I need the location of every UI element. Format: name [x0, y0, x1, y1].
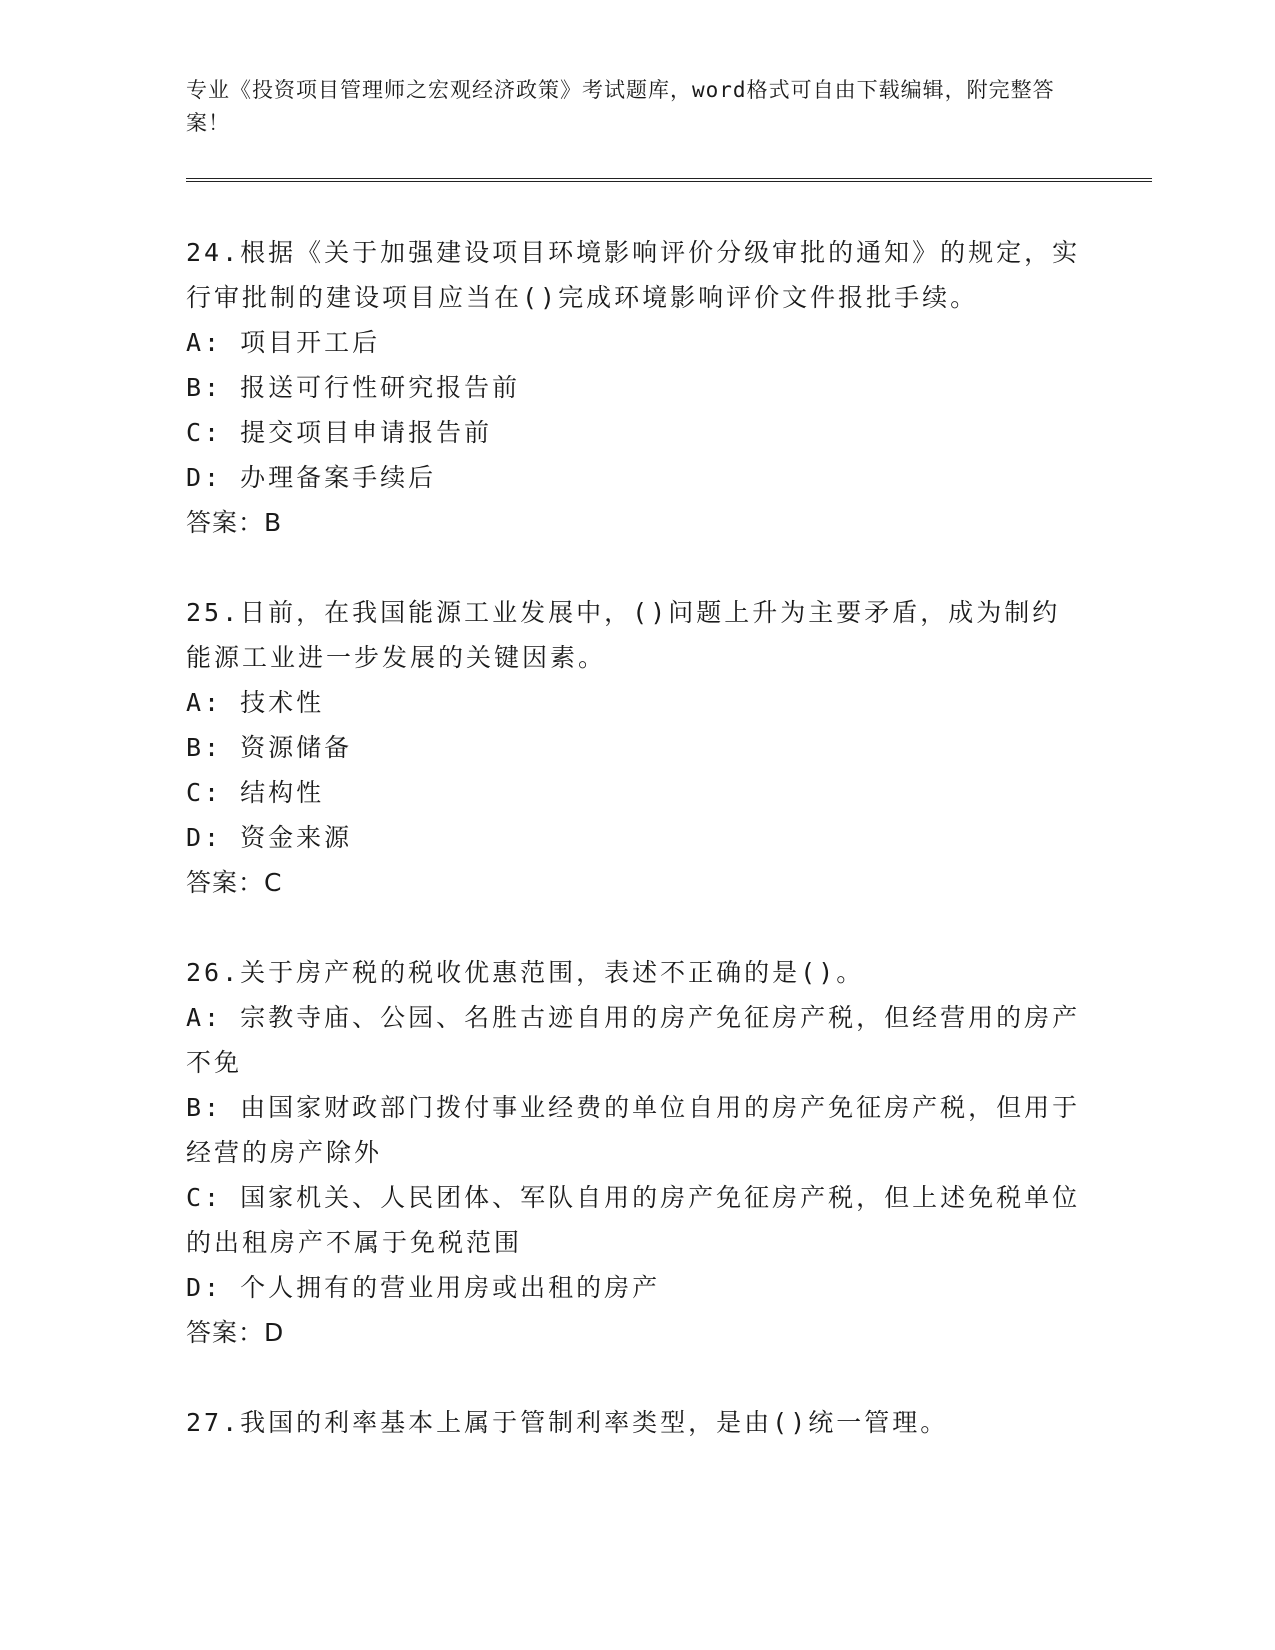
option-c: C: 国家机关、人民团体、军队自用的房产免征房产税，但上述免税单位的出租房产不属于免税范围 — [186, 1183, 1081, 1257]
answer-label: 答案：D — [186, 1318, 285, 1347]
option-a: A: 宗教寺庙、公园、名胜古迹自用的房产免征房产税，但经营用的房产不免 — [186, 1003, 1081, 1077]
question-stem: 25.日前，在我国能源工业发展中，()问题上升为主要矛盾，成为制约能源工业进一步发展的关键因素。 — [186, 598, 1061, 672]
option-d: D: 办理备案手续后 — [186, 463, 437, 492]
option-b: B: 报送可行性研究报告前 — [186, 373, 521, 402]
question-stem: 26.关于房产税的税收优惠范围，表述不正确的是()。 — [186, 958, 865, 987]
option-b: B: 资源储备 — [186, 733, 353, 762]
answer-label: 答案：C — [186, 868, 283, 897]
question-27 — [186, 1400, 1086, 1445]
document-header — [186, 74, 1066, 140]
question-25 — [186, 590, 1086, 905]
question-26 — [186, 950, 1086, 1355]
question-stem: 27.我国的利率基本上属于管制利率类型，是由()统一管理。 — [186, 1408, 949, 1437]
header-intro: 专业《投资项目管理师之宏观经济政策》考试题库，word格式可自由下载编辑，附完整答案！ — [186, 78, 1055, 135]
option-a: A: 项目开工后 — [186, 328, 381, 357]
answer-label: 答案：B — [186, 508, 283, 537]
option-c: C: 提交项目申请报告前 — [186, 418, 493, 447]
option-a: A: 技术性 — [186, 688, 325, 717]
question-list — [186, 230, 1086, 1490]
option-c: C: 结构性 — [186, 778, 325, 807]
option-d: D: 个人拥有的营业用房或出租的房产 — [186, 1273, 661, 1302]
option-b: B: 由国家财政部门拨付事业经费的单位自用的房产免征房产税，但用于经营的房产除外 — [186, 1093, 1081, 1167]
header-divider — [186, 178, 1152, 182]
question-24 — [186, 230, 1086, 545]
question-stem: 24.根据《关于加强建设项目环境影响评价分级审批的通知》的规定，实行审批制的建设项目应当在()完成环境影响评价文件报批手续。 — [186, 238, 1081, 312]
option-d: D: 资金来源 — [186, 823, 353, 852]
